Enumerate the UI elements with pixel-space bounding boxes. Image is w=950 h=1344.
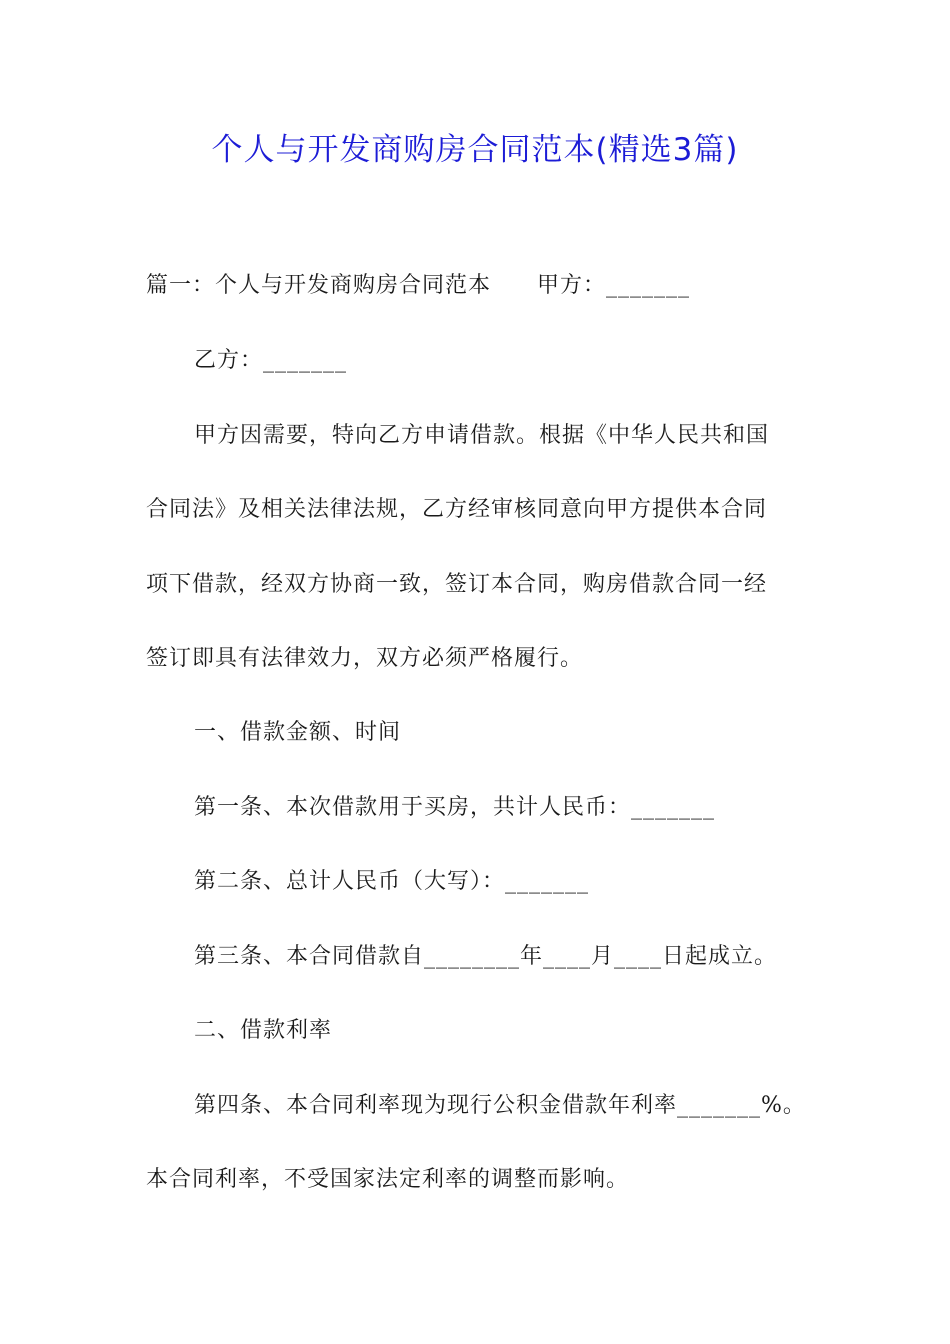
clause-line: 第四条、本合同利率现为现行公积金借款年利率_______%。 [194, 1093, 806, 1118]
clause-line: 第一条、本次借款用于买房，共计人民币：_______ [194, 795, 716, 820]
section-heading-line [146, 270, 690, 302]
clause-line: 本合同利率，不受国家法定利率的调整而影响。 [146, 1167, 630, 1192]
clause-line: 第二条、总计人民币（大写）：_______ [194, 869, 590, 894]
document-title: 个人与开发商购房合同范本(精选3篇) [211, 132, 739, 168]
section-heading: 篇一：个人与开发商购房合同范本 [146, 273, 492, 298]
party-a-field: 甲方：_______ [537, 273, 691, 298]
paragraph-line: 项下借款，经双方协商一致，签订本合同，购房借款合同一经 [146, 572, 768, 597]
paragraph-line: 签订即具有法律效力，双方必须严格履行。 [146, 646, 584, 671]
party-b-field: 乙方：_______ [194, 348, 348, 373]
clause-line: 第三条、本合同借款自________年____月____日起成立。 [194, 944, 778, 969]
section-subheading: 二、借款利率 [194, 1018, 333, 1043]
paragraph-line: 甲方因需要，特向乙方申请借款。根据《中华人民共和国 [194, 423, 770, 448]
section-subheading: 一、借款金额、时间 [194, 720, 402, 745]
paragraph-line: 合同法》及相关法律法规，乙方经审核同意向甲方提供本合同 [146, 497, 768, 522]
